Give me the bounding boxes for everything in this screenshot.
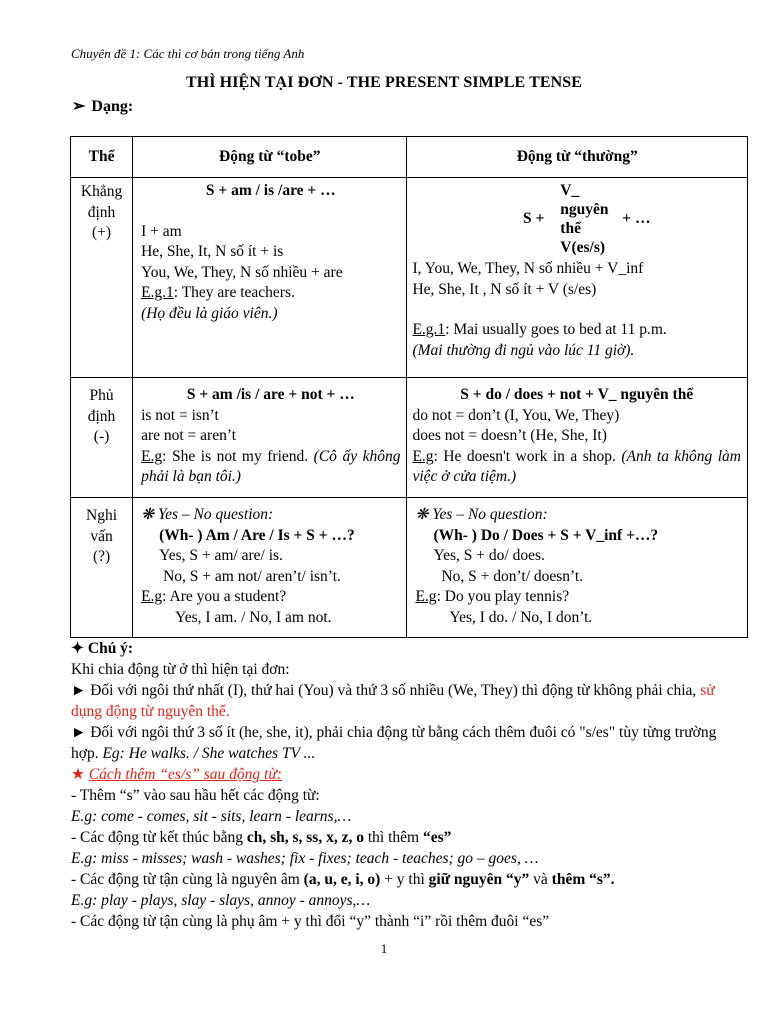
- rule-emphasis: (a, u, e, i, o): [303, 871, 381, 888]
- formula: (Wh- ) Am / Are / Is + S + …?: [159, 526, 355, 544]
- spelling-example: E.g: play - plays, slay - slays, annoy - annoys,…: [71, 892, 371, 909]
- form-label: vấn: [90, 527, 113, 545]
- table-header-row: [71, 137, 748, 178]
- tobe-negative-cell: [133, 378, 407, 498]
- rule-paragraph: [71, 680, 731, 722]
- example-text: : He doesn't work in a shop.: [433, 447, 616, 465]
- document-title: THÌ HIỆN TẠI ĐƠN - THE PRESENT SIMPLE TENSE: [185, 74, 583, 91]
- spelling-example: E.g: come - comes, sit - sits, learn - learns,…: [71, 808, 352, 825]
- section-heading: [72, 96, 133, 116]
- formula-rest: + …: [622, 209, 651, 227]
- star-icon: ★: [71, 766, 85, 783]
- triangle-bullet-icon: ►: [71, 682, 87, 699]
- asterisk-bullet-icon: ❋: [415, 506, 429, 523]
- example: [141, 283, 400, 304]
- example-text: : Are you a student?: [162, 588, 287, 605]
- howto-heading: [71, 764, 731, 785]
- formula-verb-line: V(es/s): [560, 239, 606, 256]
- formula-verb: [560, 181, 614, 257]
- rule-emphasis: giữ nguyên “y”: [428, 871, 530, 888]
- rule-text: - Các động từ kết thúc bằng: [71, 829, 247, 846]
- question-heading: [415, 505, 741, 526]
- rule-text: Đối với ngôi thứ 3 số ít (he, she, it), phải chia động từ bằng cách thêm đuôi có "s/es" tùy từng trường hợp.: [71, 724, 717, 762]
- formula: S + do / does + not + V_ nguyên thể: [460, 386, 694, 403]
- rule-text: + y thì: [380, 871, 429, 888]
- rule-emphasis: thêm “s”.: [551, 871, 615, 888]
- section-label: Dạng:: [91, 98, 134, 115]
- asterisk-bullet-icon: ❋: [141, 506, 155, 523]
- spelling-example: E.g: miss - misses; wash - washes; fix - fixes; teach - teaches; go – goes, …: [71, 850, 539, 867]
- page-number: 1: [380, 941, 388, 956]
- rule-line: do not = don’t (I, You, We, They): [412, 406, 620, 424]
- note-title: [71, 638, 731, 659]
- running-header: Chuyên đề 1: Các thì cơ bản trong tiếng Anh: [71, 46, 305, 61]
- example-label: E.g: [412, 447, 434, 465]
- form-label: định: [87, 407, 116, 425]
- form-symbol: (+): [92, 224, 112, 241]
- example-text: : Do you play tennis?: [436, 588, 570, 605]
- rule-line: I + am: [141, 222, 182, 240]
- example-label: E.g: [415, 588, 437, 605]
- example: [412, 447, 741, 488]
- rule-text: - Các động từ tận cùng là nguyên âm: [71, 871, 304, 888]
- form-symbol: (-): [93, 428, 110, 445]
- rule-text: Đối với ngôi thứ nhất (I), thứ hai (You) và thứ 3 số nhiều (We, They) thì động từ không phải chia,: [86, 682, 701, 699]
- form-label: Khẳng: [80, 183, 123, 200]
- formula: S + am /is / are + not + …: [186, 386, 355, 403]
- question-heading-text: Yes – No question:: [432, 506, 548, 523]
- rule-line: You, We, They, N số nhiều + are: [141, 263, 343, 281]
- example: [415, 587, 741, 608]
- rule-line: does not = doesn’t (He, She, It): [412, 427, 607, 444]
- answer-yes: Yes, S + do/ does.: [433, 547, 545, 564]
- form-cell-negative: [71, 378, 133, 498]
- question-heading: [141, 505, 400, 526]
- tobe-affirmative-cell: [133, 178, 407, 378]
- form-label: Nghi: [86, 507, 118, 524]
- spelling-rule: - Các động từ tận cùng là phụ âm + y thì đổi “y” thành “i” rồi thêm đuôi “es”: [71, 913, 550, 930]
- note-intro: Khi chia động từ ở thì hiện tại đơn:: [71, 661, 290, 678]
- example-label: E.g: [141, 447, 163, 465]
- formula-verb-line: V_: [560, 182, 580, 199]
- header-form: Thể: [71, 137, 133, 178]
- form-cell-question: [71, 498, 133, 638]
- rule-text: và: [529, 871, 552, 888]
- form-symbol: (?): [92, 548, 111, 565]
- formula: [432, 181, 741, 257]
- rule-highlight: sử dụng động từ nguyên thể.: [71, 682, 715, 720]
- note-title-text: Chú ý:: [87, 640, 134, 657]
- rule-paragraph: [71, 722, 731, 764]
- arrowhead-icon: ➢: [72, 98, 86, 115]
- regular-affirmative-cell: [407, 178, 748, 378]
- rule-line: are not = aren’t: [141, 427, 237, 444]
- answer-no: No, S + don’t/ doesn’t.: [441, 567, 584, 585]
- spelling-rule: - Thêm “s” vào sau hầu hết các động từ:: [71, 787, 320, 804]
- rule-line: I, You, We, They, N số nhiều + V_inf: [412, 260, 644, 277]
- spelling-rule: [71, 827, 731, 848]
- spelling-rule: [71, 869, 731, 890]
- formula-verb-line: thể: [560, 220, 581, 237]
- formula: S + am / is /are + …: [205, 182, 336, 199]
- header-tobe: Động từ “tobe”: [133, 137, 407, 178]
- rule-emphasis: ch, sh, s, ss, x, z, o: [246, 829, 364, 846]
- example-text: : She is not my friend.: [162, 447, 309, 465]
- table-row-negative: [71, 378, 748, 498]
- rule-line: He, She, It, N số ít + is: [141, 243, 284, 260]
- table-row-question: [71, 498, 748, 638]
- triangle-bullet-icon: ►: [71, 724, 87, 741]
- form-label: định: [87, 203, 116, 221]
- example-label: E.g.1: [141, 284, 174, 301]
- howto-title: Cách thêm “es/s” sau động từ:: [88, 766, 282, 783]
- example-translation: (Mai thường đi ngủ vào lúc 11 giờ).: [412, 341, 635, 359]
- formula: (Wh- ) Do / Does + S + V_inf +…?: [433, 526, 659, 544]
- example-label: E.g.1: [412, 321, 446, 338]
- rule-line: is not = isn’t: [141, 406, 219, 424]
- four-point-star-icon: ✦: [71, 640, 84, 657]
- regular-question-cell: [407, 498, 748, 638]
- formula-subject: S +: [522, 209, 545, 227]
- example-text: : They are teachers.: [173, 284, 295, 301]
- example: [141, 587, 400, 608]
- rule-example: Eg: He walks. / She watches TV ...: [102, 745, 316, 762]
- rule-line: He, She, It , N số ít + V (s/es): [412, 280, 597, 298]
- table-row-affirmative: [71, 178, 748, 378]
- tobe-question-cell: [133, 498, 407, 638]
- example-translation: (Họ đều là giáo viên.): [141, 304, 278, 322]
- answer-yes: Yes, S + am/ are/ is.: [159, 547, 283, 564]
- example-answer: Yes, I do. / No, I don’t.: [449, 608, 593, 626]
- answer-no: No, S + am not/ aren’t/ isn’t.: [163, 567, 341, 585]
- regular-negative-cell: [407, 378, 748, 498]
- formula-verb-line: nguyên: [560, 201, 609, 218]
- question-heading-text: Yes – No question:: [157, 506, 274, 523]
- example-translation: (Anh ta không làm việc ở cửa tiệm.): [412, 447, 741, 485]
- example-text: : Mai usually goes to bed at 11 p.m.: [445, 321, 667, 338]
- example: [412, 320, 741, 341]
- example-label: E.g: [141, 588, 163, 605]
- tense-forms-table: [70, 136, 748, 638]
- example: [141, 447, 400, 488]
- example-answer: Yes, I am. / No, I am not.: [175, 608, 332, 626]
- form-cell-affirmative: [71, 178, 133, 378]
- notes-section: [71, 638, 731, 932]
- rule-emphasis: “es”: [422, 829, 452, 846]
- header-regular: Động từ “thường”: [407, 137, 748, 178]
- form-label: Phủ: [89, 387, 114, 404]
- example-translation: (Cô ấy không phải là bạn tôi.): [141, 447, 401, 485]
- rule-text: thì thêm: [363, 829, 423, 846]
